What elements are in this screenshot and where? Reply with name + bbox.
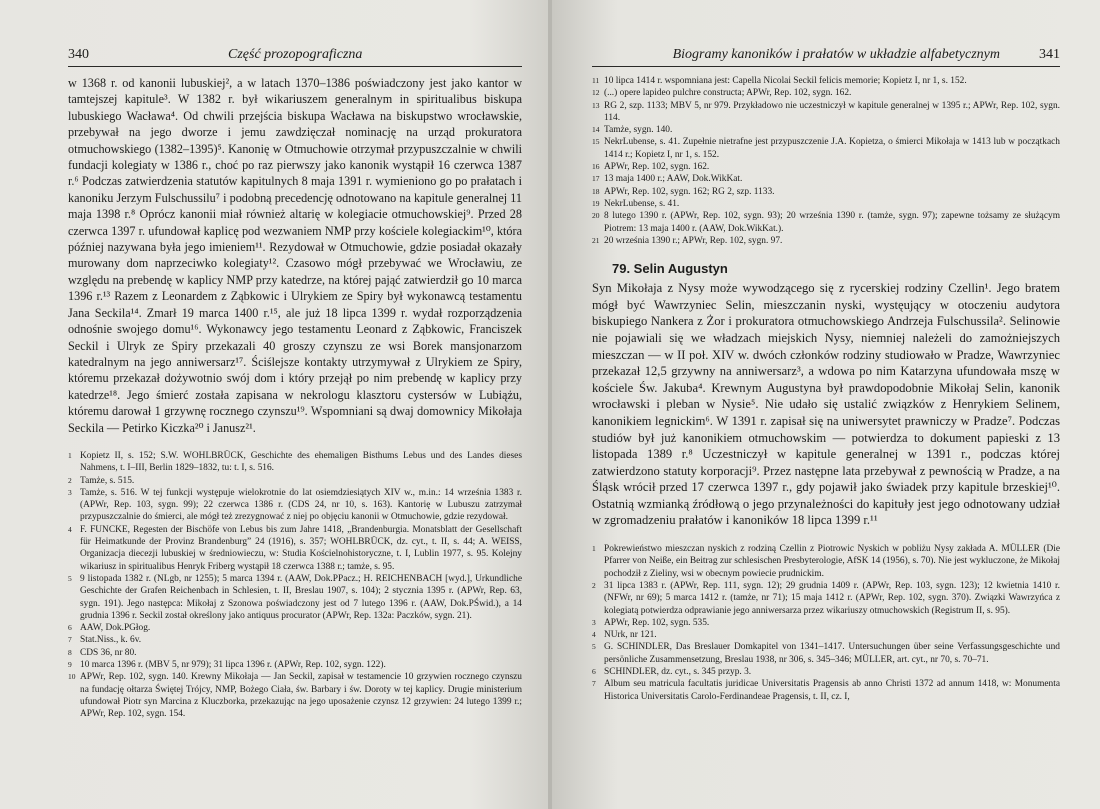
footnote (68, 573, 522, 622)
footnote-number: 13 (592, 100, 600, 110)
footnote (68, 671, 522, 720)
footnote-text: F. FUNCKE, Regesten der Bischöfe von Lebus bis zum Jahre 1418, „Brandenburgia. Monatsblatt der Gesellschaft für Heimatkunde der Provinz Brandenburg” 24 (1916), s. 357; WOHLBRÜCK, dz. cyt., t. II, s. 44; A. WEISS, Organizacja diecezji lubuskiej w średniowieczu, w: Studia Kościelnohistoryczne, t. I, Lublin 1977, s. 95. Kolejny wikariusz in spiritualibus Henryk Friberg wystąpił 18 czerwca 1388 r.; tamże, s. 95. (80, 524, 522, 572)
footnote-number: 6 (68, 623, 72, 633)
footnote-text: 10 lipca 1414 r. wspomniana jest: Capella Nicolai Seckil felicis memorie; Kopietz I, nr 1, s. 152. (604, 76, 967, 86)
right-continued-footnotes (592, 75, 1060, 247)
footnote-text: 9 listopada 1382 r. (NLgb, nr 1255); 5 marca 1394 r. (AAW, Dok.PPacz.; H. REICHENBACH [wyd.], Urkundliche Geschichte der Grafen Reichenbach in Schlesien, t. II, Breslau 1907, s. 104); 2 stycznia 1395 r. (APWr, Rep. 63, sygn. 191). Jego następca: Mikołaj z Szonowa poświadczony jest od 7 lutego 1396 r. (AAW, Dok.PŚwid.), a 14 grudnia 1396 r. Seckil został określony jako antiquus procurator (APWr, Rep. 132a: Paczków, sygn. 21). (80, 573, 522, 621)
footnote-number: 18 (592, 186, 600, 196)
footnote (592, 629, 1060, 641)
footnote-text: NUrk, nr 121. (604, 630, 657, 641)
footnote-number: 8 (68, 647, 72, 657)
footnote-text: Stat.Niss., k. 6v. (80, 635, 142, 646)
footnote-text: 13 maja 1400 r.; AAW, Dok.WikKat. (604, 174, 743, 185)
left-footnotes (68, 450, 522, 721)
footnote (592, 580, 1060, 617)
footnote (592, 173, 1060, 185)
footnote (68, 450, 522, 475)
footnote (68, 647, 522, 659)
footnote-number: 19 (592, 198, 600, 208)
right-page (552, 0, 1100, 809)
footnote-text: Kopietz II, s. 152; S.W. WOHLBRÜCK, Geschichte des ehemaligen Bisthums Lebus und des Landes dieses Nahmens, t. I–III, Berlin 1829–1832, tu: t. I, s. 516. (80, 450, 522, 474)
footnote (592, 235, 1060, 247)
footnote-text: RG 2, szp. 1133; MBV 5, nr 979. Przykładowo nie uczestniczył w kapitule generalnej w 1395 r.; APWr, Rep. 102, sygn. 114. (604, 100, 1060, 123)
footnote-number: 1 (592, 544, 596, 554)
footnote-number: 11 (592, 76, 600, 85)
footnote-number: 3 (592, 617, 596, 627)
footnote-text: 20 września 1390 r.; APWr, Rep. 102, sygn. 97. (604, 235, 783, 246)
footnote-number: 16 (592, 162, 600, 172)
footnote-number: 4 (592, 630, 596, 640)
footnote-number: 17 (592, 174, 600, 184)
footnote (592, 198, 1060, 210)
footnote-number: 2 (68, 475, 72, 485)
footnote-number: 7 (592, 679, 596, 689)
footnote-number: 15 (592, 137, 600, 147)
footnote (592, 124, 1060, 136)
footnote-text: 8 lutego 1390 r. (APWr, Rep. 102, sygn. 93); 20 września 1390 r. (tamże, sygn. 97); zapewne tożsamy ze służącym Piotrem: 13 maja 1400 r. (AAW, Dok.WikKat.). (604, 211, 1060, 234)
footnote-text: G. SCHINDLER, Das Breslauer Domkapitel von 1341–1417. Untersuchungen über seine Verfassungsgeschichte und persönliche Zusammensetzung, Breslau 1938, nr 306, s. 345–346; MÜLLER, art. cyt., nr 70, s. 70–71. (604, 642, 1060, 665)
right-body-text: Syn Mikołaja z Nysy może wywodzącego się z rycerskiej rodziny Czellin¹. Jego bratem mógł być Wawrzyniec Selin, mieszczanin nyski, wystęujący w otoczeniu audytora biskupiego Nankera z Żor i prokuratora otmuchowskiego Andrzeja Fulschussila². Selinowie nie pojawiali się we władzach miejskich Nysy, niemniej należeli do zamożniejszych mieszczan — w II poł. XIV w. dwóch członków rodziny studiowało w Pradze, Wawrzyniec przekazał 12,5 grzywny na anniwersarz³, a wdowa po nim Katarzyna ufundowała mszę w kościele Św. Jakuba⁴. Krewnym Augustyna był prawdopodobnie Mikołaj Selin, kanonik wrocławski i pleban w Nysie⁵. Nie udało się ustalić związków z Henrykiem Selinem, kanonikiem legnickim⁶. W 1391 r. zapisał się na uniwersytet prawniczy w Pradze⁷. Podczas studiów był już kanonikiem otmuchowskim — potwierdza to dokument papieski z 13 listopada 1389 r.⁸ Uczestniczył w kapitule generalnej w 1391 r., podczas której zatwierdzono statuty korporacji⁹. Przez następne lata przebywał z pewnością w Pradze, a na Śląsk wrócił przed 17 czerwca 1397 r., gdy pojawił jako świadek przy kapitule brzeskiej¹⁰. Ostatnią wzmianką źródłową o jego przynależności do kapituły jest jego odnotowany udział w zgromadzeniu prałatów i kanoników 18 lipca 1399 r.¹¹ (592, 281, 1060, 528)
footnote (592, 678, 1060, 703)
right-footnotes (592, 543, 1060, 703)
footnote (592, 186, 1060, 198)
footnote-text: CDS 36, nr 80. (80, 647, 137, 658)
footnote (592, 543, 1060, 580)
footnote-number: 6 (592, 667, 596, 677)
left-body-paragraph: w 1368 r. od kanonii lubuskiej², a w latach 1370–1386 poświadczony jest jako kantor w tamtejszej kapitule³. W 1382 r. był wikariuszem generalnym in spiritualibus biskupa lubuskiego Wacława⁴. Od chwili przejścia biskupa Wacława na biskupstwo wrocławskie, przebywał na jego dworze i jemu zawdzięczał nominację na urząd prokuratora otmuchowskiego (1382–1395)⁵. Kanonię w Otmuchowie otrzymał przypuszczalnie w chwili fundacji kolegiaty w 1386 r., choć po raz pierwszy jako kanonik wystąpił 16 czerwca 1387 r.⁶ Podczas zatwierdzenia statutów kapitulnych 8 maja 1391 r. wymieniono go po prałatach i kanoniku Jerzym Fulschussilu⁷ i podobną precedencję odnotowano na kapitule generalnej 11 maja 1398 r.⁸ Oprócz kanonii miał również altarię w kolegiacie otmuchowskiej⁹. Przed 28 czerwca 1397 r. ufundował kaplicę pod wezwaniem NMP przy kościele kolegiackim¹⁰, która później nazywana była jego imieniem¹¹. Rezydował w Otmuchowie, gdzie posiadał okazały murowany dom naprzeciwko kolegiaty¹². Czasowo mógł przebywać we Wrocławiu, ze względu na prebendę w kaplicy NMP przy katedrze, na której pająć zatwierdził go 10 marca 1396 r.¹³ Razem z Leonardem z Ząbkowic i Ulrykiem ze Spiry był wykonawcą testamentu Jana Seckila¹⁴. Zmarł 19 marca 1400 r.¹⁵, ale już 18 lipca 1399 r. wydał rozporządzenia odnośnie swojego domu¹⁶. Wykonawcy jego testamentu Leonard z Ząbkowic, Franciszek Seckil i Ulryk ze Spiry przekazali 40 groszy czynszu ze wsi Borek mansjonarzom katedralnym na jego anniwersarz¹⁷. Ściślejsze kontakty utrzymywał z Ulrykiem ze Spiry, któremu przekazał dożywotnio swój dom i który przejął po nim prebendę w kaplicy przy katedrze¹⁸. Jego śmierć została zapisana w nekrologu klasztoru cystersów w Lubiążu, któremu darował 1 grzywnę rocznego czynszu¹⁹. Wspomniani są dwaj domownicy Mikołaja Seckila — Petirko Kiczka²⁰ i Janusz²¹. (68, 76, 522, 435)
footnote-number: 14 (592, 125, 600, 135)
footnote (68, 475, 522, 487)
footnote (592, 136, 1060, 161)
footnote-number: 21 (592, 235, 600, 245)
left-body-text (68, 75, 522, 436)
footnote-text: AAW, Dok.PGłog. (80, 623, 151, 634)
footnote-text: NekrLubense, s. 41. (604, 198, 680, 209)
footnote-number: 7 (68, 635, 72, 645)
right-page-number: 341 (1039, 47, 1060, 62)
footnote (68, 659, 522, 671)
footnote-text: (...) opere lapideo pulchre constructa; APWr, Rep. 102, sygn. 162. (604, 88, 852, 99)
footnote-text: NekrLubense, s. 41. Zupełnie nietrafne jest przypuszczenie J.A. Kopietza, o śmierci Mikołaja w 1413 lub w początkach 1414 r.; Kopietz I, nr 1, s. 152. (604, 137, 1060, 160)
footnote (592, 210, 1060, 235)
right-running-header (592, 44, 1060, 67)
footnote-text: 31 lipca 1383 r. (APWr, Rep. 111, sygn. 12); 29 grudnia 1409 r. (APWr, Rep. 103, sygn. 123); 12 kwietnia 1410 r. (NFWr, nr 69); 5 marca 1412 r. (tamże, nr 71); 15 maja 1412 r. (APWr, Rep. 102, sygn. 370). Związki Wawrzyńca z kolegiatą potwierdza odprawianie jego anniwersarza przez wikariuszy otmuchowskich (Registrum II, s. 95). (604, 580, 1060, 616)
footnote-number: 1 (68, 450, 72, 460)
footnote-text: APWr, Rep. 102, sygn. 162; RG 2, szp. 1133. (604, 186, 775, 197)
footnote (592, 666, 1060, 678)
footnote-text: APWr, Rep. 102, sygn. 535. (604, 617, 710, 628)
footnote-number: 5 (68, 573, 72, 583)
footnote-text: APWr, Rep. 102, sygn. 140. Krewny Mikołaja — Jan Seckil, zapisał w testamencie 10 grzywien rocznego czynszu na fundację ołtarza Świętej Trójcy, NMP, Bożego Ciała, św. Barbary i św. Doroty w tej kaplicy. Drugie ministerium ufundował Piotr syn Marcina z Kluczborka, przekazując na jego uposażenie czynsz 12 grzywien: 24 lutego 1399 r.; APWr, Rep. 102, sygn. 154. (80, 672, 522, 720)
footnote-text: Tamże, s. 515. (80, 475, 135, 486)
footnote (592, 75, 1060, 87)
footnote (68, 487, 522, 524)
footnote-text: APWr, Rep. 102, sygn. 162. (604, 162, 710, 173)
footnote (592, 617, 1060, 629)
footnote (592, 161, 1060, 173)
right-running-title: Biogramy kanoników i prałatów w układzie alfabetycznym (672, 47, 1000, 62)
footnote (68, 634, 522, 646)
left-running-header (68, 44, 522, 67)
footnote-number: 5 (592, 642, 596, 652)
footnote-text: Tamże, sygn. 140. (604, 125, 673, 136)
section-heading: 79. Selin Augustyn (612, 261, 728, 277)
footnote-number: 12 (592, 88, 600, 98)
footnote-number: 2 (592, 580, 596, 590)
footnote-number: 20 (592, 211, 600, 221)
footnote-text: SCHINDLER, dz. cyt., s. 345 przyp. 3. (604, 667, 752, 678)
footnote-text: Tamże, s. 516. W tej funkcji występuje wielokrotnie do lat osiemdziesiątych XIV w., m.in.: 14 września 1383 r. (APWr, Rep. 103, sygn. 99); 22 czerwca 1386 r. (CDS 24, nr 10, s. 163). Kantorię w Lubuszu zatrzymał przypuszczalnie do śmierci, ale mógł też zrezygnować z niej po objęciu kanonii w Otmuchowie, gdzie rezydował. (80, 487, 522, 523)
footnote (68, 622, 522, 634)
footnote-number: 9 (68, 659, 72, 669)
footnote (68, 524, 522, 573)
footnote (592, 87, 1060, 99)
footnote-text: Pokrewieństwo mieszczan nyskich z rodziną Czellin z Piotrowic Nyskich w pobliżu Nysy zakłada A. MÜLLER (Die Pfarrer von Neiße, ein Beitrag zur schlesischen Presbyterologie, AfSK 14 (1956), s. 70). Nie jest wykluczone, że Mikołaj pochodził z Zieliny, wsi w obecnym powiecie prudnickim. (604, 544, 1060, 579)
left-running-title: Część prozopograficzna (228, 47, 363, 62)
footnote (592, 641, 1060, 666)
footnote (592, 100, 1060, 125)
footnote-text: Album seu matricula facultatis juridicae Universitatis Pragensis ab anno Christi 1372 ad annum 1418, w: Monumenta Historica Universitatis Carolo-Ferdinandeae Pragensis, t. II, cz. I, (604, 679, 1060, 702)
footnote-number: 10 (68, 672, 76, 682)
footnote-text: 10 marca 1396 r. (MBV 5, nr 979); 31 lipca 1396 r. (APWr, Rep. 102, sygn. 122). (80, 659, 386, 670)
footnote-number: 3 (68, 487, 72, 497)
left-page-number: 340 (68, 47, 89, 62)
footnote-number: 4 (68, 524, 72, 534)
